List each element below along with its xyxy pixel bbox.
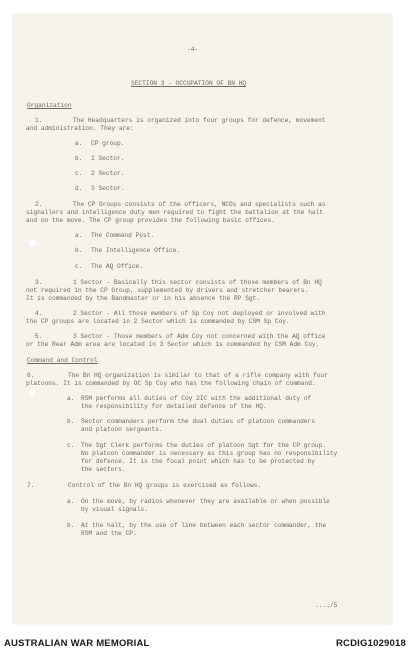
- para-line: not required in the CP Group, supplemented by drivers and stretcher bearers.: [26, 287, 309, 294]
- list-item: by visual signals.: [81, 506, 148, 513]
- para-line: Control of the Bn HQ groups is exercised as follows.: [68, 482, 262, 489]
- para-number: 3.: [35, 279, 43, 286]
- organization-heading: Organization: [27, 102, 72, 109]
- list-item: On the move, by radios whenever they are available or when possible: [81, 498, 330, 505]
- list-item: CP group.: [91, 140, 125, 147]
- list-item: The Command Post.: [91, 232, 155, 239]
- list-letter: c.: [75, 263, 83, 270]
- punch-hole-1: [28, 239, 37, 248]
- list-item: Sector commanders perform the dual duties of platoon commanders: [81, 418, 315, 425]
- list-item: 1 Sector.: [91, 155, 125, 162]
- para-number: 5.: [35, 333, 43, 340]
- para-number: 7.: [27, 482, 35, 489]
- list-item: the responsibility for detailed defence of the HQ.: [81, 403, 267, 410]
- list-letter: a.: [67, 498, 75, 505]
- para-line: platoons. It is commanded by OC Sp Coy who has the following chain of command.: [26, 380, 316, 387]
- para-number: 1.: [35, 117, 43, 124]
- list-item: RSM performs all duties of Coy 2IC with the additional duty of: [81, 395, 312, 402]
- list-item: The AQ Office.: [91, 263, 143, 270]
- list-letter: c.: [67, 442, 75, 449]
- para-number: 2.: [35, 201, 43, 208]
- list-item: The Intelligence Office.: [91, 247, 181, 254]
- list-item: the sectors.: [81, 466, 126, 473]
- para-line: 1 Sector - Basically this sector consists of those members of Bn HQ: [73, 279, 322, 286]
- punch-hole-2: [28, 388, 37, 397]
- list-letter: a.: [75, 232, 83, 239]
- list-item: 2 Sector.: [91, 170, 125, 177]
- document-page: [13, 14, 392, 624]
- list-letter: b.: [75, 155, 83, 162]
- list-letter: a.: [75, 140, 83, 147]
- list-letter: a.: [67, 395, 75, 402]
- page-number: -4-: [187, 46, 199, 53]
- para-line: The Headquarters is organized into four groups for defence, movement: [73, 117, 326, 124]
- list-item: and platoon sergeants.: [81, 426, 163, 433]
- footer-archive-name: AUSTRALIAN WAR MEMORIAL: [4, 638, 150, 649]
- list-item: At the halt, by the use of line between each sector commander, the: [81, 522, 327, 529]
- para-line: or the Rear Adm area are located in 3 Sector which is commanded by CSM Adm Coy.: [26, 341, 320, 348]
- list-item: RSM and the CP.: [81, 530, 137, 537]
- para-line: the CP groups are located in 2 Sector which is commanded by CSM Sp Coy.: [26, 318, 290, 325]
- list-letter: b.: [67, 522, 75, 529]
- para-line: and on the move. The CP group provides the following basic offices.: [26, 217, 275, 224]
- para-line: 2 Sector - All those members of Sp Coy not deployed or involved with: [73, 310, 326, 317]
- list-letter: c.: [75, 170, 83, 177]
- list-letter: d.: [75, 185, 83, 192]
- continuation-marker: ..../5: [315, 602, 338, 609]
- list-letter: b.: [67, 418, 75, 425]
- para-line: The Bn HQ organization is similar to that of a rifle company with four: [68, 372, 328, 379]
- command-heading: Command and Control: [27, 357, 98, 364]
- section-title: SECTION 3 - OCCUPATION OF BN HQ: [131, 80, 247, 87]
- para-number: 4.: [35, 310, 43, 317]
- para-number: 6.: [27, 372, 35, 379]
- list-letter: b.: [75, 247, 83, 254]
- para-line: The CP Groups consists of the officers, NCOs and specialists such as: [73, 201, 326, 208]
- list-item: The Sgt Clerk performs the duties of platoon Sgt for the CP group.: [81, 442, 327, 449]
- list-item: 3 Sector.: [91, 185, 125, 192]
- list-item: No platoon commander is necessary as this group has no responsibility: [81, 450, 338, 457]
- para-line: 3 Sector - Those members of Adm Coy not concerned with the AQ office: [73, 333, 326, 340]
- list-item: for defence. It is the focal point which has to be protected by: [81, 458, 315, 465]
- para-line: signallers and intelligence duty men required to fight the battalion at the halt: [26, 209, 324, 216]
- para-line: It is commanded by the Bandmaster or in his absence the RP Sgt.: [26, 295, 260, 302]
- para-line: and administration. They are:: [26, 125, 134, 132]
- footer-record-id: RCDIG1029018: [336, 638, 406, 649]
